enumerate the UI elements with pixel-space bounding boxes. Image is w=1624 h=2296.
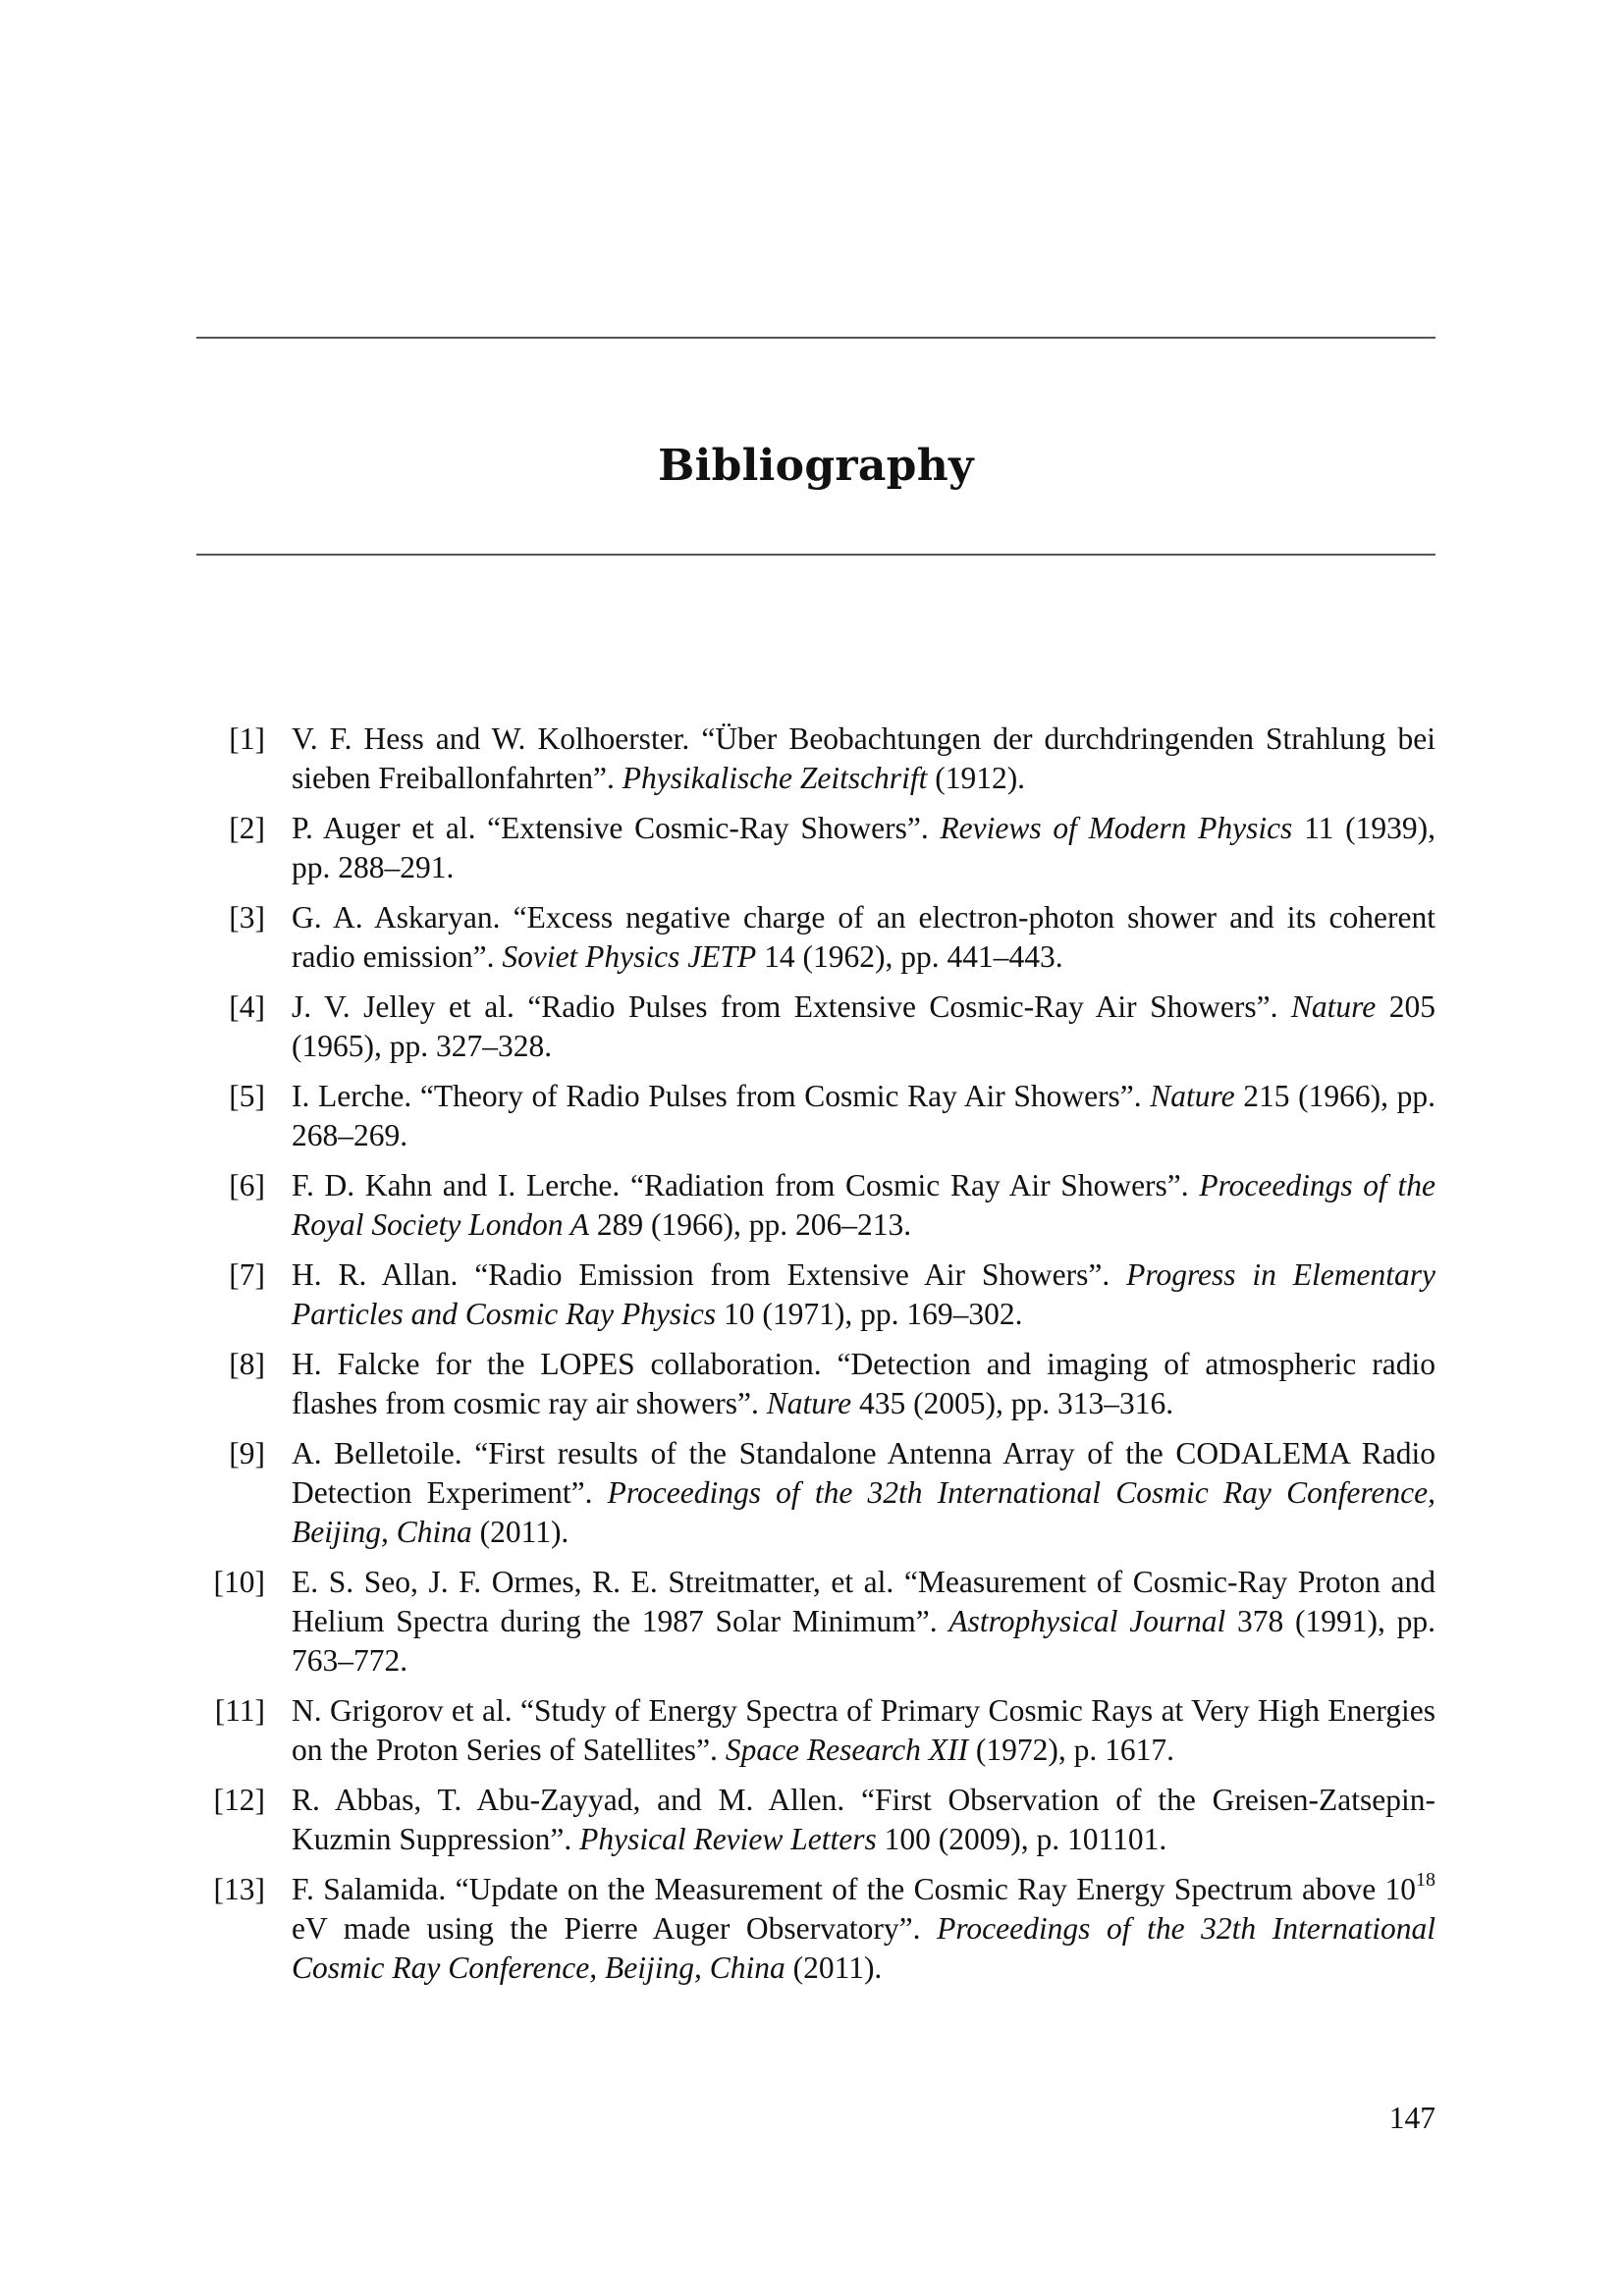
reference-segment: 14 (1962), pp. 441–443. (756, 939, 1063, 974)
chapter-title: Bibliography (658, 441, 974, 492)
reference-superscript: 18 (1416, 1869, 1435, 1891)
page-number: 147 (1388, 2101, 1435, 2135)
reference-text (292, 1436, 1435, 1549)
reference-text (292, 900, 1435, 974)
reference-segment: H. Falcke for the LOPES collaboration. “Detection and imaging of atmospheric radio flashes from cosmic ray air showers”. (292, 1347, 1435, 1420)
reference-venue: Physical Review Letters (579, 1822, 877, 1856)
reference-venue: Nature (1290, 989, 1377, 1024)
reference-label: [2] (229, 811, 265, 845)
reference-segment: F. Salamida. “Update on the Measurement of the Cosmic Ray Energy Spectrum above 10 (292, 1872, 1416, 1906)
reference-venue: Nature (1150, 1079, 1235, 1113)
reference-text (292, 1168, 1435, 1242)
reference-venue: Physikalische Zeitschrift (622, 761, 928, 795)
reference-text (292, 721, 1435, 795)
reference-segment: (2011). (471, 1515, 569, 1549)
reference-entry (196, 1781, 1435, 1859)
reference-text (292, 989, 1435, 1063)
reference-segment: 100 (2009), p. 101101. (876, 1822, 1167, 1856)
reference-segment: 205 (1965), pp. 327–328. (292, 989, 1435, 1063)
reference-segment: F. D. Kahn and I. Lerche. “Radiation from Cosmic Ray Air Showers”. (292, 1168, 1200, 1202)
reference-segment: 11 (1939), pp. 288–291. (292, 811, 1435, 884)
reference-venue: Proceedings of the Royal Society London A (292, 1168, 1435, 1242)
reference-segment: 378 (1991), pp. 763–772. (292, 1604, 1435, 1678)
reference-text (292, 1783, 1435, 1856)
reference-list (196, 720, 1435, 1999)
chapter-bottom-rule (196, 554, 1435, 556)
reference-segment: E. S. Seo, J. F. Ormes, R. E. Streitmatter, et al. “Measurement of Cosmic-Ray Proton and Helium Spectra during the 1987 Solar Minimum”. (292, 1565, 1435, 1638)
reference-label: [3] (229, 900, 265, 934)
reference-segment: eV made using the Pierre Auger Observatory”. (292, 1911, 938, 1946)
reference-label: [7] (229, 1257, 265, 1292)
reference-entry (196, 1345, 1435, 1423)
reference-label: [13] (213, 1872, 265, 1906)
reference-entry (196, 1166, 1435, 1245)
reference-entry (196, 1691, 1435, 1770)
reference-text (292, 811, 1435, 884)
reference-venue: Proceedings of the 32th International Cosmic Ray Conference, Beijing, China (292, 1475, 1435, 1549)
reference-entry (196, 1255, 1435, 1334)
reference-label: [11] (214, 1693, 265, 1728)
reference-entry (196, 809, 1435, 887)
reference-entry (196, 1077, 1435, 1155)
reference-venue: Soviet Physics JETP (502, 939, 757, 974)
reference-segment: J. V. Jelley et al. “Radio Pulses from Extensive Cosmic-Ray Air Showers”. (292, 989, 1291, 1024)
reference-venue: Proceedings of the 32th International Cosmic Ray Conference, Beijing, China (292, 1911, 1435, 1985)
reference-label: [1] (229, 721, 265, 756)
reference-text (292, 1869, 1435, 1985)
reference-entry (196, 1870, 1435, 1988)
reference-text (292, 1693, 1435, 1767)
reference-label: [12] (213, 1783, 265, 1817)
reference-segment: N. Grigorov et al. “Study of Energy Spectra of Primary Cosmic Rays at Very High Energies on the Proton Series of Satellites”. (292, 1693, 1435, 1767)
reference-text (292, 1257, 1435, 1331)
reference-venue: Progress in Elementary Particles and Cosmic Ray Physics (292, 1257, 1435, 1331)
reference-entry (196, 1434, 1435, 1552)
reference-label: [4] (229, 989, 265, 1024)
reference-segment: H. R. Allan. “Radio Emission from Extensive Air Showers”. (292, 1257, 1127, 1292)
reference-text (292, 1565, 1435, 1678)
reference-segment: 435 (2005), pp. 313–316. (851, 1386, 1174, 1420)
reference-segment: 10 (1971), pp. 169–302. (716, 1297, 1023, 1331)
reference-entry (196, 1563, 1435, 1681)
reference-label: [8] (229, 1347, 265, 1381)
reference-venue: Reviews of Modern Physics (940, 811, 1293, 845)
reference-label: [5] (229, 1079, 265, 1113)
reference-segment: G. A. Askaryan. “Excess negative charge of an electron-photon shower and its coherent radio emission”. (292, 900, 1435, 974)
reference-segment: A. Belletoile. “First results of the Standalone Antenna Array of the CODALEMA Radio Detection Experiment”. (292, 1436, 1435, 1510)
reference-text (292, 1347, 1435, 1420)
reference-segment: 215 (1966), pp. 268–269. (292, 1079, 1435, 1152)
reference-venue: Astrophysical Journal (948, 1604, 1226, 1638)
reference-segment: 289 (1966), pp. 206–213. (589, 1207, 912, 1242)
reference-entry (196, 988, 1435, 1066)
reference-segment: P. Auger et al. “Extensive Cosmic-Ray Showers”. (292, 811, 941, 845)
reference-segment: (1912). (927, 761, 1026, 795)
reference-label: [9] (229, 1436, 265, 1470)
reference-venue: Nature (766, 1386, 852, 1420)
reference-segment: (1972), p. 1617. (968, 1733, 1175, 1767)
chapter-top-rule (196, 337, 1435, 339)
reference-entry (196, 720, 1435, 798)
reference-segment: (2011). (785, 1950, 883, 1985)
reference-segment: R. Abbas, T. Abu-Zayyad, and M. Allen. “First Observation of the Greisen-Zatsepin-Kuzmin Suppression”. (292, 1783, 1435, 1856)
reference-venue: Space Research XII (725, 1733, 969, 1767)
reference-label: [6] (229, 1168, 265, 1202)
reference-text (292, 1079, 1435, 1152)
reference-segment: I. Lerche. “Theory of Radio Pulses from Cosmic Ray Air Showers”. (292, 1079, 1151, 1113)
reference-label: [10] (213, 1565, 265, 1599)
reference-entry (196, 898, 1435, 977)
reference-segment: V. F. Hess and W. Kolhoerster. “Über Beobachtungen der durchdringenden Strahlung bei sieben Freiballonfahrten”. (292, 721, 1435, 795)
